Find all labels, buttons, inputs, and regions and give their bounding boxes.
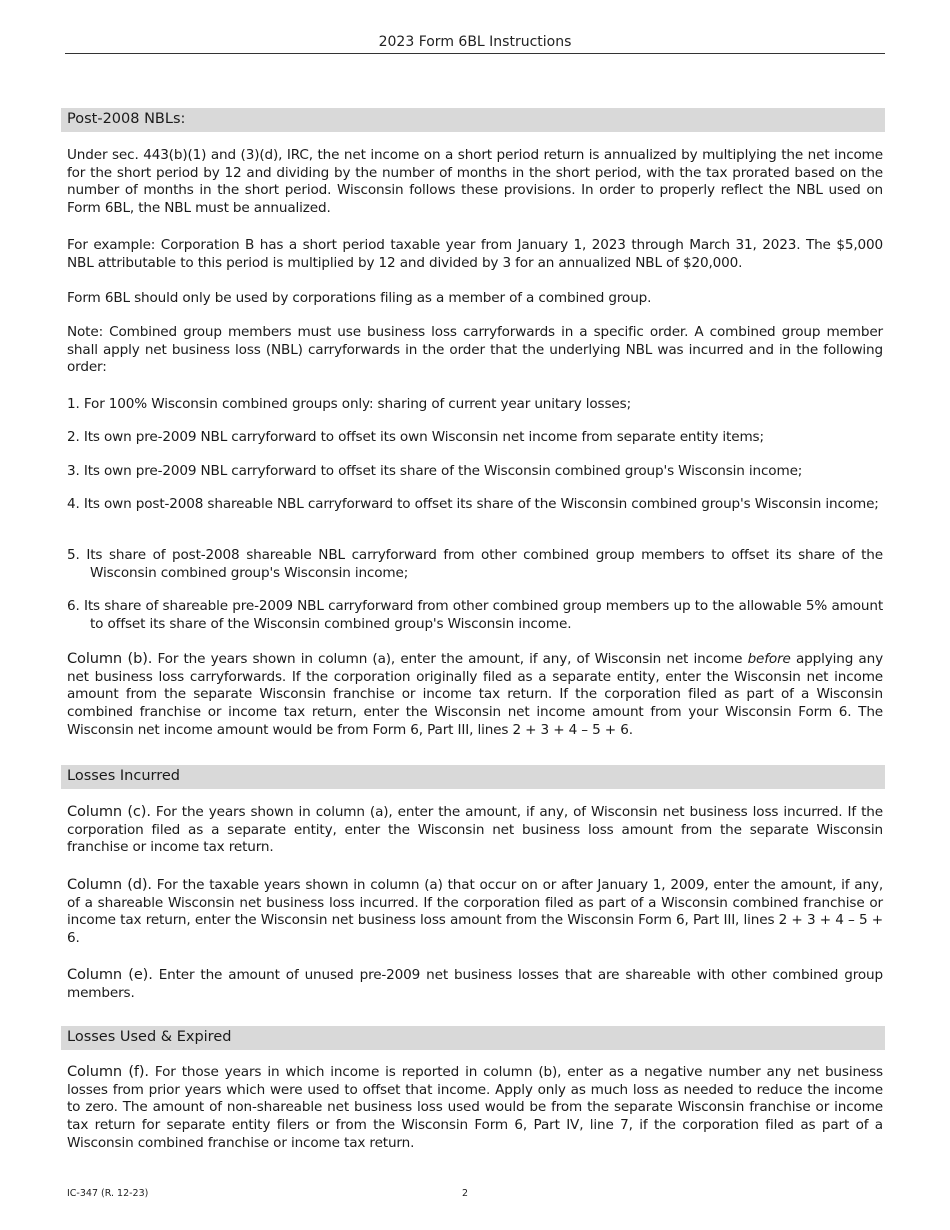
paragraph-form-usage: Form 6BL should only be used by corporations filing as a member of a combined group. — [67, 290, 652, 306]
section-heading-label: Post-2008 NBLs: — [67, 111, 186, 127]
list-item: 5. Its share of post-2008 shareable NBL carryforward from other combined group members to offset its share of the Wisconsin combined group's Wisconsin income; — [67, 547, 883, 581]
list-item: 4. Its own post-2008 shareable NBL carryforward to offset its share of the Wisconsin combined group's Wisconsin income; — [67, 496, 879, 512]
header-rule — [65, 53, 885, 54]
paragraph-example: For example: Corporation B has a short period taxable year from January 1, 2023 through March 31, 2023. The $5,000 NBL attributable to this period is multiplied by 12 and divided by 3 for an annualized NBL of $20,000. — [67, 237, 883, 271]
column-b-emphasis: before — [747, 651, 791, 667]
paragraph-column-d — [67, 876, 883, 948]
list-item: 3. Its own pre-2009 NBL carryforward to offset its share of the Wisconsin combined group's Wisconsin income; — [67, 463, 803, 479]
column-e-text: Enter the amount of unused pre-2009 net business losses that are shareable with other combined group members. — [67, 967, 883, 1001]
section-heading-losses-incurred — [61, 765, 885, 789]
paragraph-column-e — [67, 966, 883, 1002]
section-heading-label: Losses Incurred — [67, 768, 180, 784]
page-header-title: 2023 Form 6BL Instructions — [378, 34, 572, 50]
list-item: 2. Its own pre-2009 NBL carryforward to offset its own Wisconsin net income from separate entity items; — [67, 429, 764, 445]
list-item: 1. For 100% Wisconsin combined groups only: sharing of current year unitary losses; — [67, 396, 632, 412]
column-f-label: Column (f). — [67, 1063, 149, 1080]
column-b-label: Column (b). — [67, 650, 153, 667]
column-b-text-end: applying any net business loss carryforwards. If the corporation originally filed as a separate entity, enter the Wisconsin net income amount from the separate Wisconsin franchise or income tax return. If the corporation filed as part of a Wisconsin combined franchise or income tax return, enter the Wisconsin net income amount from your Wisconsin Form 6. The Wisconsin net income amount would be from Form 6, Part III, lines 2 + 3 + 4 – 5 + 6. — [67, 651, 883, 738]
paragraph-short-period: Under sec. 443(b)(1) and (3)(d), IRC, the net income on a short period return is annualized by multiplying the net income for the short period by 12 and dividing by the number of months in the short period, with the tax prorated based on the number of months in the short period. Wisconsin follows these provisions. In order to properly reflect the NBL used on Form 6BL, the NBL must be annualized. — [67, 147, 883, 217]
paragraph-column-f — [67, 1063, 883, 1153]
column-d-label: Column (d). — [67, 876, 152, 893]
section-heading-label: Losses Used & Expired — [67, 1029, 232, 1045]
column-f-text: For those years in which income is reported in column (b), enter as a negative number any net business losses from prior years which were used to offset that income. Apply only as much loss as needed to reduce the income to zero. The amount of non-shareable net business loss used would be from the separate Wisconsin franchise or income tax return for separate entity filers or from the Wisconsin Form 6, Part IV, line 7, if the corporation filed as part of a Wisconsin combined franchise or income tax return. — [67, 1064, 883, 1151]
paragraph-column-b — [67, 650, 883, 740]
footer-page-number: 2 — [462, 1188, 469, 1199]
footer-form-id: IC-347 (R. 12-23) — [67, 1188, 149, 1199]
paragraph-column-c — [67, 803, 883, 857]
column-e-label: Column (e). — [67, 966, 153, 983]
section-heading-post-2008-nbls — [61, 108, 885, 132]
section-heading-losses-used-expired — [61, 1026, 885, 1050]
column-d-text: For the taxable years shown in column (a) that occur on or after January 1, 2009, enter the amount, if any, of a shareable Wisconsin net business loss incurred. If the corporation filed as part of a Wisconsin combined franchise or income tax return, enter the Wisconsin net business loss amount from the Wisconsin Form 6, Part III, lines 2 + 3 + 4 – 5 + 6. — [67, 877, 883, 947]
column-b-text-start: For the years shown in column (a), enter the amount, if any, of Wisconsin net income — [152, 651, 748, 667]
column-c-label: Column (c). — [67, 803, 151, 820]
paragraph-note-order: Note: Combined group members must use business loss carryforwards in a specific order. A combined group member shall apply net business loss (NBL) carryforwards in the order that the underlying NBL was incurred and in the following order: — [67, 324, 883, 376]
column-c-text: For the years shown in column (a), enter the amount, if any, of Wisconsin net business loss incurred. If the corporation filed as a separate entity, enter the Wisconsin net business loss amount from the separate Wisconsin franchise or income tax return. — [67, 804, 883, 856]
list-item: 6. Its share of shareable pre-2009 NBL carryforward from other combined group members up to the allowable 5% amount to offset its share of the Wisconsin combined group's Wisconsin income. — [67, 598, 883, 632]
